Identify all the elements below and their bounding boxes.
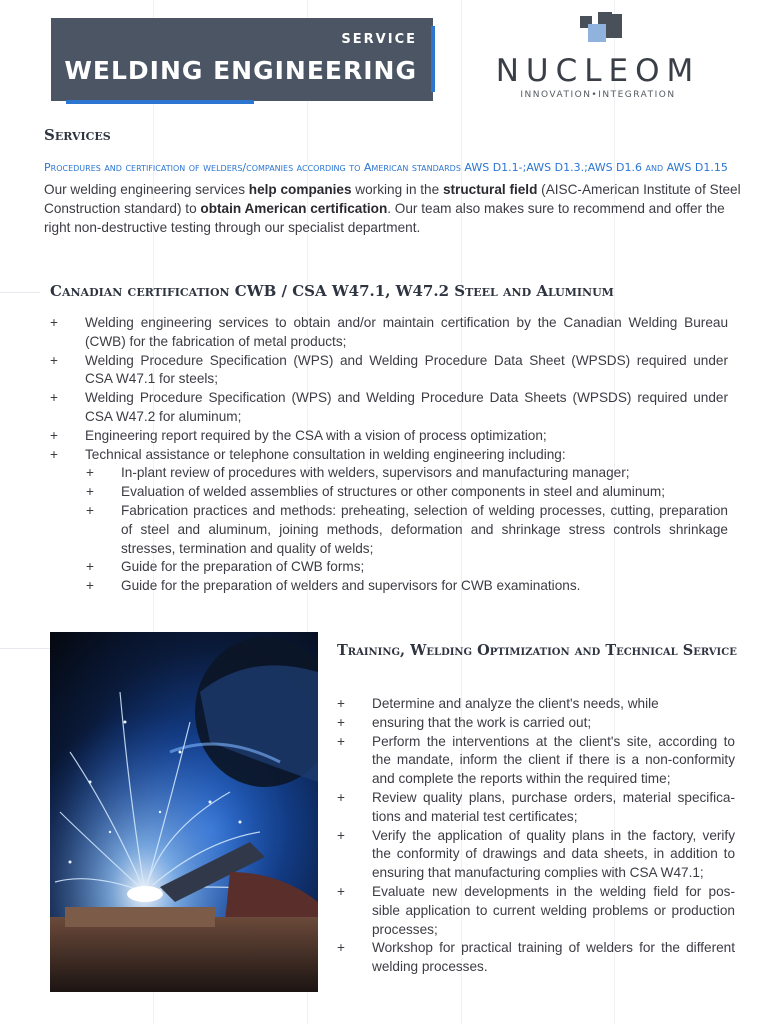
logo-tagline: INNOVATION•INTEGRATION	[520, 90, 676, 100]
services-subheading: Procedures and certification of welders/companies according to American standards AWS D1.1-;AWS D1.3.;AWS D1.6 and AWS D1.15	[44, 161, 728, 174]
list-item: + Guide for the preparation of welders and supervisors for CWB examinations.	[121, 577, 728, 596]
list-item: + Determine and analyze the client's needs, while	[372, 695, 735, 714]
welding-sparks-illustration	[50, 632, 318, 992]
list-item: + Evaluation of welded assemblies of structures or other components in steel and aluminum;	[121, 483, 728, 502]
list-item: + Evaluate new developments in the welding field for pos-sible application to current welding problems or production processes;	[372, 883, 735, 939]
list-item: + Welding Procedure Specification (WPS) and Welding Procedure Data Sheet (WPSDS) required under CSA W47.1 for steels;	[85, 352, 728, 390]
list-item: + Engineering report required by the CSA with a vision of process optimization;	[85, 427, 728, 446]
list-item: + Verify the application of quality plans in the factory, verify the conformity of drawings and data sheets, in addition to ensuring that manufacturing complies with CSA W47.1;	[372, 827, 735, 883]
training-list	[372, 695, 735, 977]
logo-mark-icon	[578, 12, 624, 52]
list-item: + Welding engineering services to obtain and/or maintain certification by the Canadian Welding Bureau (CWB) for the fabrication of metal products;	[85, 314, 728, 352]
list-item: + Review quality plans, purchase orders, material specifica-tions and material test certificates;	[372, 789, 735, 827]
canadian-certification-list	[85, 314, 728, 596]
list-item: + Fabrication practices and methods: preheating, selection of welding processes, cutting, preparation of steel and aluminum, joining methods, deformation and shrinkage stress controls shrinkage stresses, termination and quality of welds;	[121, 502, 728, 558]
training-heading: Training, Welding Optimization and Technical Service	[337, 642, 737, 659]
list-item: + Guide for the preparation of CWB forms;	[121, 558, 728, 577]
services-heading: Services	[44, 126, 111, 144]
services-intro: Our welding engineering services help companies working in the structural field (AISC-American Institute of Steel Construction standard) to obtain American certification. Our team also makes sure to recommend and offer the right non-destructive testing through our specialist department.	[44, 182, 741, 235]
page-title: WELDING ENGINEERING	[64, 56, 417, 85]
banner-accent	[66, 100, 254, 104]
technical-assistance-sublist	[121, 464, 728, 596]
list-item: + Welding Procedure Specification (WPS) and Welding Procedure Data Sheets (WPSDS) required under CSA W47.2 for aluminum;	[85, 389, 728, 427]
company-logo	[478, 12, 718, 104]
list-item: + In-plant review of procedures with welders, supervisors and manufacturing manager;	[121, 464, 728, 483]
list-item: + ensuring that the work is carried out;	[372, 714, 735, 733]
header-banner	[51, 18, 433, 101]
list-item: + Technical assistance or telephone consultation in welding engineering including:	[85, 446, 728, 465]
background-rule	[0, 292, 40, 293]
background-rule	[0, 648, 50, 649]
banner-accent	[431, 26, 435, 92]
banner-kicker: SERVICE	[341, 32, 417, 47]
list-item: + Perform the interventions at the client's site, according to the mandate, inform the client if there is a non-conformity and complete the reports within the required time;	[372, 733, 735, 789]
list-item: + Workshop for practical training of welders for the different welding processes.	[372, 939, 735, 977]
logo-wordmark: NUCLEOM	[495, 53, 701, 89]
canadian-certification-heading: Canadian certification CWB / CSA W47.1, W47.2 Steel and Aluminum	[50, 282, 614, 300]
welding-photo	[50, 632, 318, 992]
